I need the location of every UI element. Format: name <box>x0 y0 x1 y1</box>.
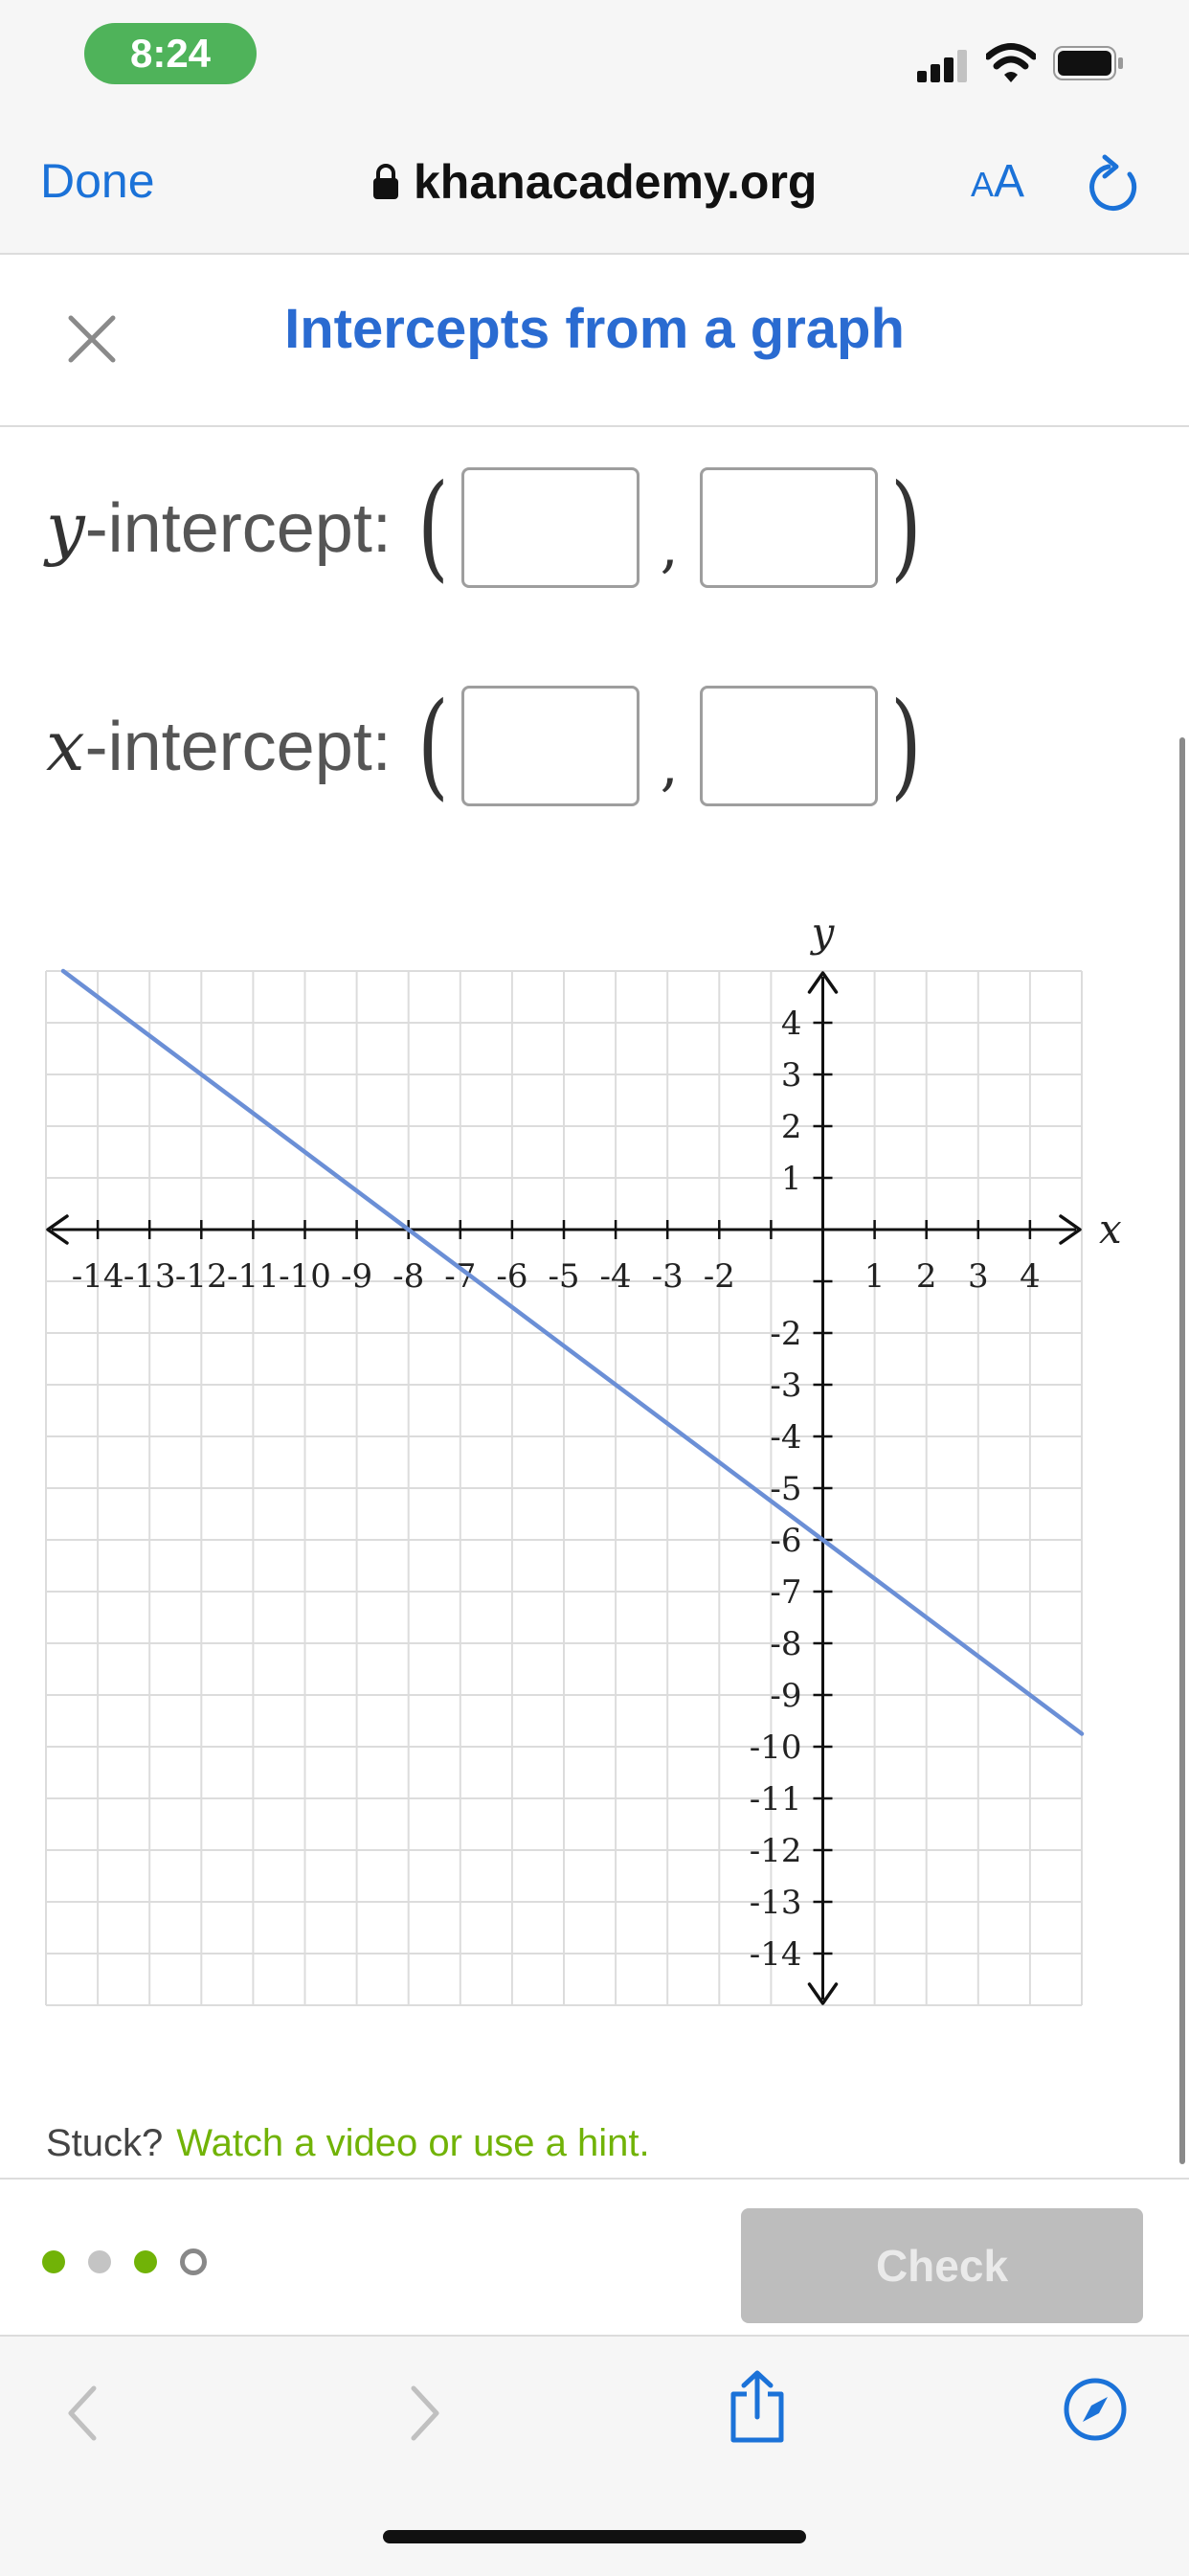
y-tick-label: 1 <box>780 1160 802 1198</box>
x-tick-label: -2 <box>703 1257 735 1296</box>
reload-icon[interactable] <box>1086 153 1143 216</box>
y-tick-label: -9 <box>770 1677 802 1715</box>
y-tick-label: -10 <box>749 1729 802 1767</box>
exercise-title: Intercepts from a graph <box>284 298 905 360</box>
x-variable: x <box>46 706 85 786</box>
x-tick-label: 1 <box>864 1257 886 1296</box>
open-paren: ( <box>416 679 449 812</box>
stuck-label: Stuck? <box>46 2122 164 2164</box>
y-intercept-label-text: -intercept: <box>84 490 392 567</box>
x-tick-label: -3 <box>651 1257 684 1296</box>
x-tick-label: -12 <box>174 1257 228 1296</box>
y-tick-label: -4 <box>770 1418 802 1457</box>
home-indicator[interactable] <box>383 2530 806 2543</box>
url-field[interactable] <box>371 151 817 213</box>
url-text: khanacademy.org <box>414 155 818 209</box>
share-icon[interactable] <box>728 2369 787 2444</box>
check-button[interactable]: Check <box>741 2208 1143 2323</box>
done-button[interactable]: Done <box>40 154 155 208</box>
y-variable: y <box>46 487 85 568</box>
text-size-button[interactable] <box>971 155 1024 208</box>
open-paren: ( <box>416 461 449 594</box>
y-tick-label: -14 <box>749 1935 802 1974</box>
back-icon[interactable] <box>63 2383 101 2444</box>
y-intercept-label <box>46 487 392 568</box>
y-tick-label: -8 <box>770 1625 802 1663</box>
battery-icon <box>1053 46 1124 80</box>
x-intercept-row <box>46 679 933 812</box>
y-intercept-x-input[interactable] <box>461 467 639 588</box>
cellular-signal-icon <box>917 50 969 82</box>
stuck-help-line <box>46 2122 650 2165</box>
forward-icon[interactable] <box>406 2383 444 2444</box>
y-tick-label: 2 <box>780 1108 802 1146</box>
progress-dot-current <box>180 2248 207 2275</box>
text-size-small-a: A <box>971 165 995 204</box>
compass-icon[interactable] <box>1063 2377 1128 2442</box>
plotted-line <box>63 971 1082 1734</box>
close-paren: ) <box>889 679 922 812</box>
y-tick-label: -6 <box>770 1522 802 1560</box>
x-tick-label: -7 <box>444 1257 477 1296</box>
divider <box>0 2178 1189 2180</box>
x-intercept-label-text: -intercept: <box>84 709 392 785</box>
y-tick-label: 4 <box>780 1005 802 1043</box>
progress-dot-complete <box>134 2250 157 2273</box>
y-axis-name: y <box>811 909 835 956</box>
progress-dot-incomplete <box>88 2250 111 2273</box>
x-tick-label: -4 <box>599 1257 632 1296</box>
progress-dot-complete <box>42 2250 65 2273</box>
x-intercept-x-input[interactable] <box>461 686 639 806</box>
comma: , <box>660 513 679 580</box>
x-tick-label: -11 <box>227 1257 280 1296</box>
x-axis-name: x <box>1099 1206 1122 1253</box>
x-tick-label: -10 <box>279 1257 331 1296</box>
y-tick-label: -13 <box>749 1884 802 1922</box>
x-tick-label: 2 <box>915 1257 937 1296</box>
x-tick-label: -8 <box>393 1257 425 1296</box>
x-tick-label: 4 <box>1020 1257 1041 1296</box>
close-paren: ) <box>889 461 922 594</box>
y-intercept-row <box>46 461 934 594</box>
y-tick-label: -7 <box>770 1573 802 1612</box>
wifi-icon <box>986 42 1036 84</box>
x-tick-label: -6 <box>496 1257 528 1296</box>
y-tick-label: -11 <box>749 1780 802 1819</box>
y-tick-label: -2 <box>770 1315 802 1353</box>
x-tick-label: -9 <box>341 1257 373 1296</box>
x-tick-label: 3 <box>967 1257 989 1296</box>
scrollbar[interactable] <box>1179 737 1185 2164</box>
x-intercept-label <box>46 706 392 786</box>
y-tick-label: -12 <box>749 1832 802 1870</box>
hint-link[interactable]: Watch a video or use a hint. <box>176 2122 650 2164</box>
y-tick-label: -3 <box>770 1367 802 1405</box>
progress-dots <box>42 2248 230 2275</box>
x-tick-label: -14 <box>71 1257 124 1296</box>
status-time: 8:24 <box>84 23 257 84</box>
x-tick-label: -5 <box>548 1257 580 1296</box>
x-intercept-y-input[interactable] <box>700 686 878 806</box>
comma: , <box>660 732 679 799</box>
y-tick-label: -5 <box>770 1470 802 1508</box>
y-tick-label: 3 <box>780 1056 802 1095</box>
lock-icon <box>371 163 400 201</box>
y-intercept-y-input[interactable] <box>700 467 878 588</box>
x-tick-label: -13 <box>123 1257 176 1296</box>
coordinate-graph <box>0 891 1189 2040</box>
text-size-large-a: A <box>994 156 1025 207</box>
